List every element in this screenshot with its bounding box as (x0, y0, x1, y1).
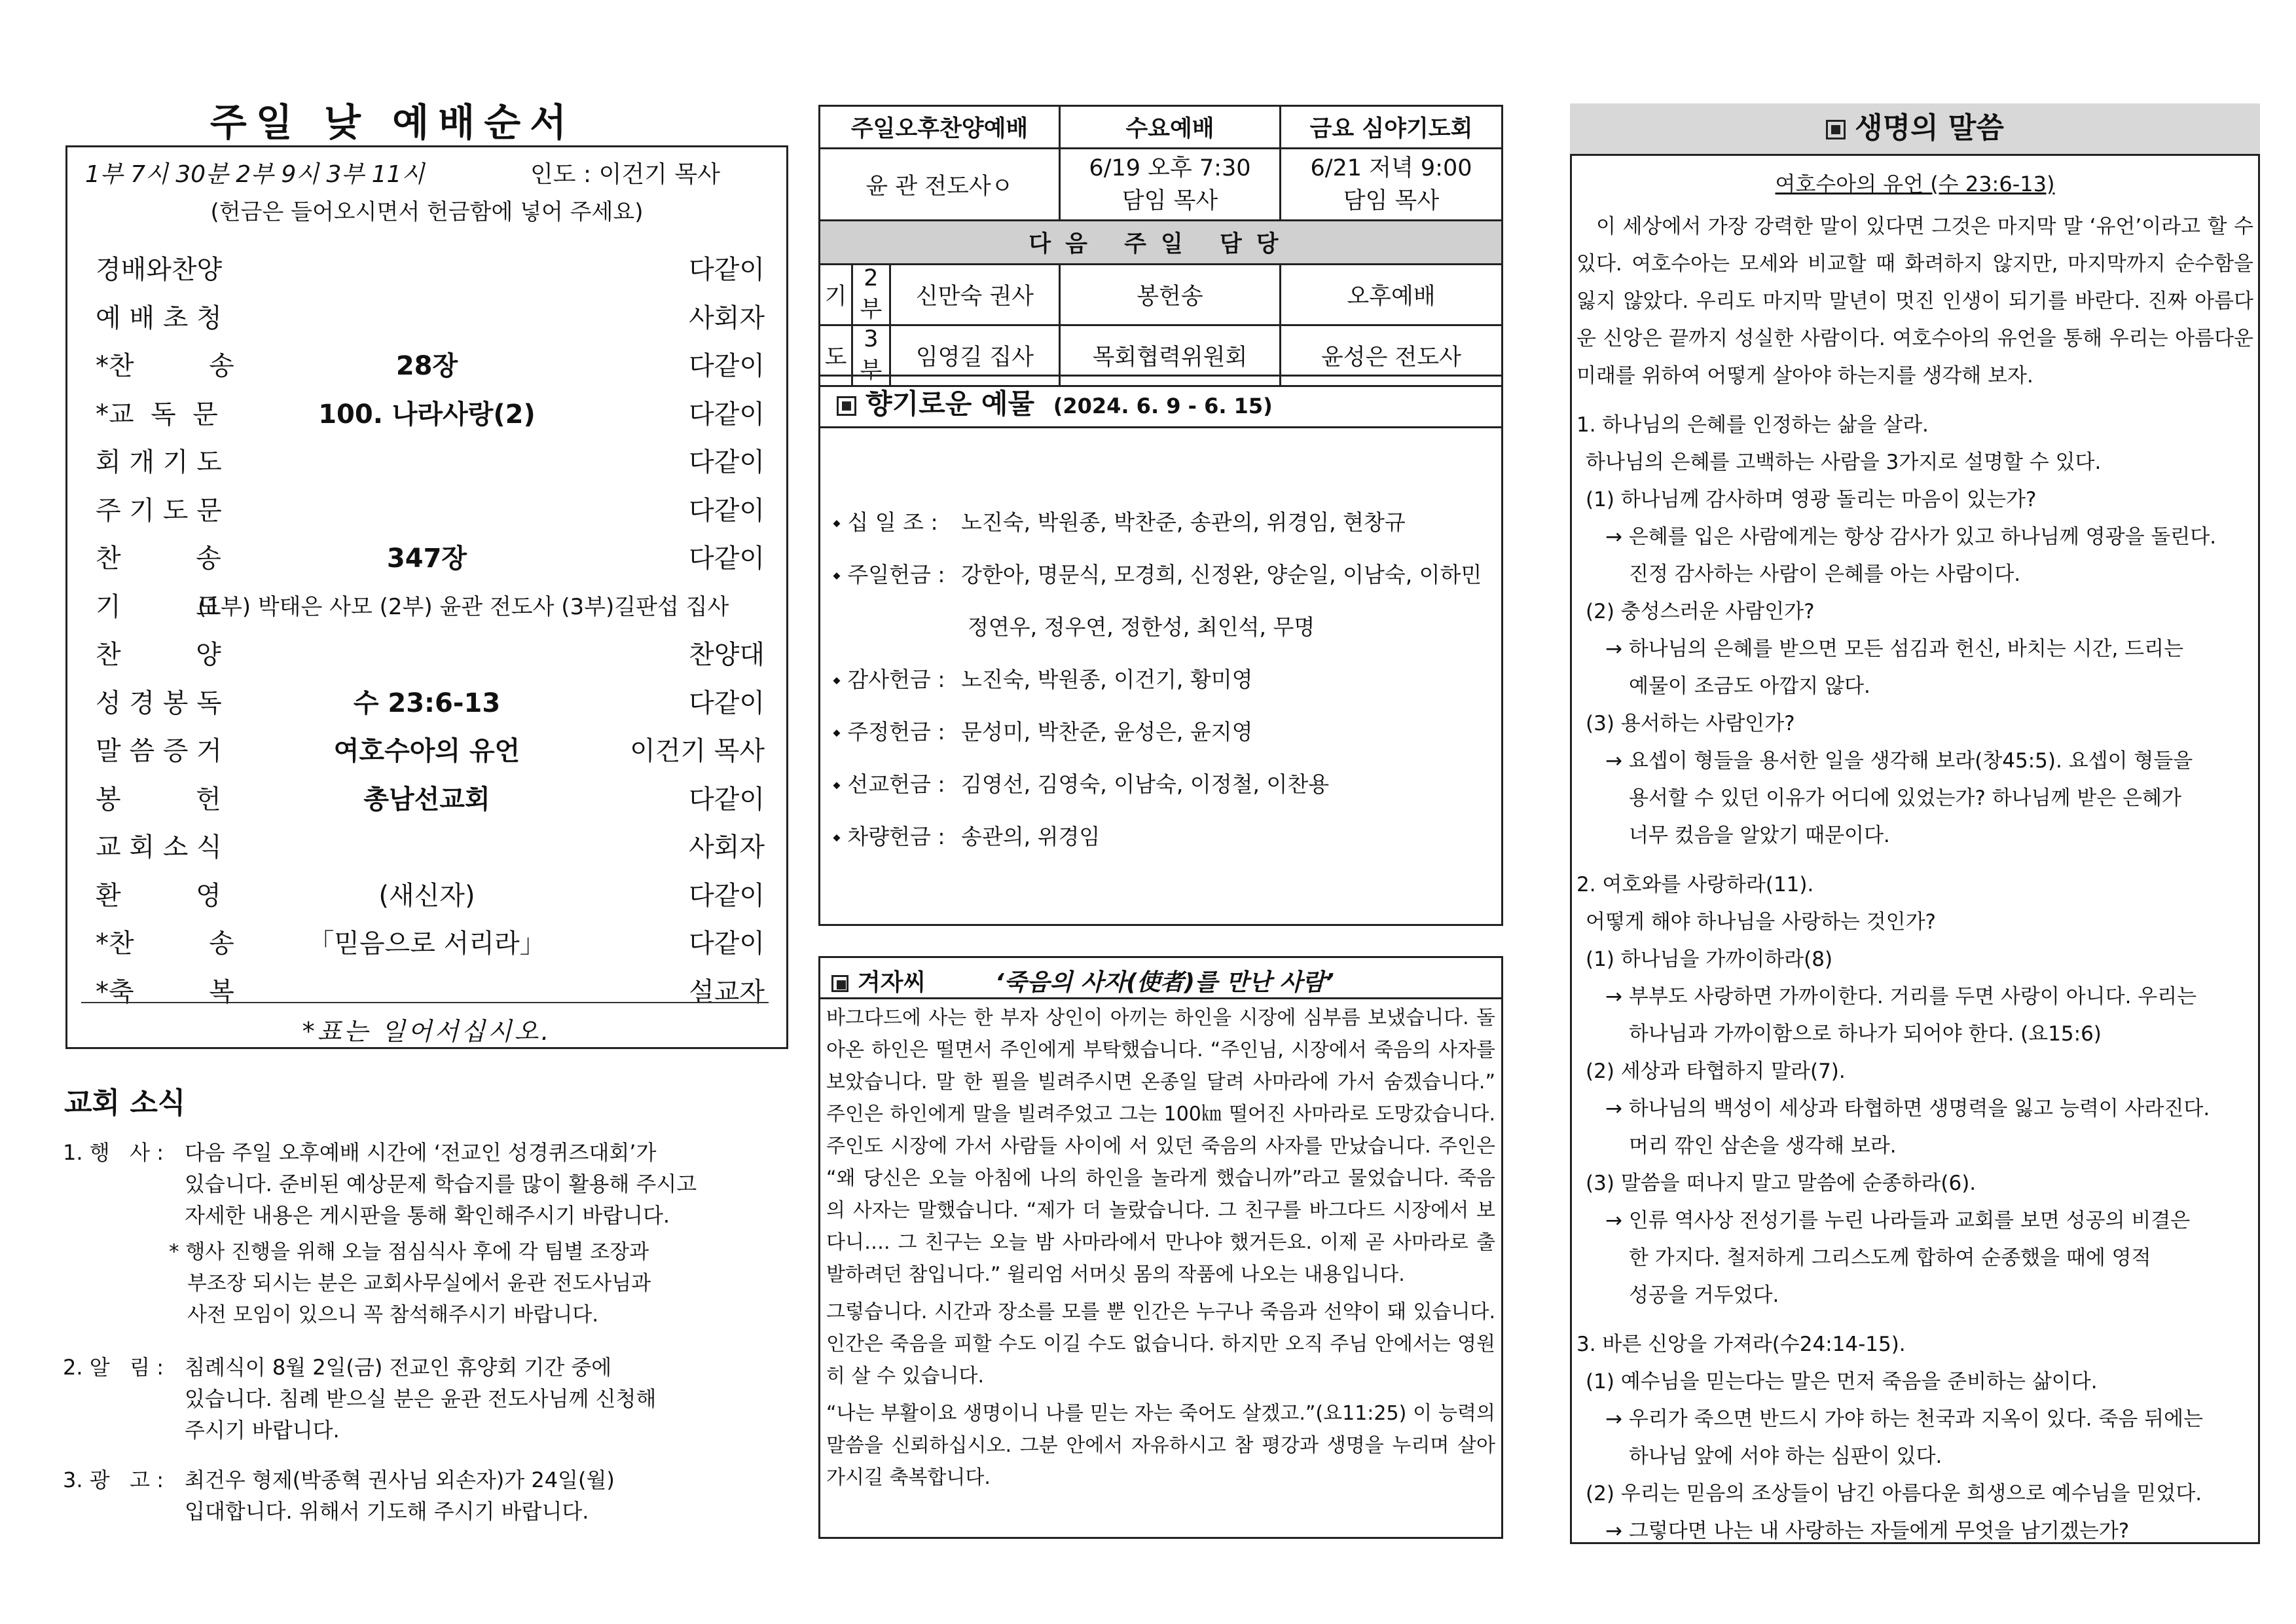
order-item-name: 성 경 봉 독 (96, 688, 222, 718)
order-row (81, 289, 773, 335)
order-row (81, 386, 773, 432)
square-bullet-icon (831, 975, 848, 992)
sermon-line: 머리 깎인 삼손을 생각해 보라. (1629, 1134, 1897, 1158)
prayer-person: 신만숙 권사 (890, 265, 1059, 325)
offering-song-team: 목회협력위원회 (1059, 325, 1280, 386)
story-label-wrap (831, 964, 926, 997)
offering-names: 정연우, 정우연, 정한성, 최인석, 무명 (968, 614, 1315, 640)
order-item-participant: 다같이 (689, 255, 765, 285)
news-line: 입대합니다. 위해서 기도해 주시기 바랍니다. (185, 1499, 589, 1524)
order-item-detail: 수 23:6-13 (353, 688, 501, 718)
service-leader: 인도 : 이건기 목사 (530, 161, 720, 188)
header-friday: 금요 심야기도회 (1280, 106, 1502, 149)
order-item-participant: 다같이 (689, 784, 765, 815)
offering-names: 강한아, 명문식, 모경희, 신정완, 양순일, 이남숙, 이하민 (961, 562, 1482, 587)
prayer-label: 기 (820, 265, 852, 325)
story-paragraph: 그렇습니다. 시간과 장소를 모를 뿐 인간은 누구나 죽음과 선약이 돼 있습니다. 인간은 죽음을 피할 수도 이길 수도 없습니다. 하지만 오직 주님 안에서는 영원히 살 수 있습니다. (826, 1301, 1496, 1388)
order-item-detail: (1부) 박태은 사모 (2부) 윤관 전도사 (3부)길판섭 집사 (198, 593, 729, 620)
church-news-title: 교회 소식 (64, 1086, 186, 1120)
news-line: 침례식이 8월 2일(금) 전교인 휴양회 기간 중에 (185, 1355, 612, 1380)
news-item (63, 1137, 783, 1235)
news-line: 있습니다. 준비된 예상문제 학습지를 많이 활용해 주시고 (185, 1172, 697, 1196)
order-item-name: *교 독 문 (96, 399, 218, 430)
prayer-label: 도 (820, 325, 852, 386)
story-title: ‘죽음의 사자(使者)를 만난 사람’ (995, 969, 1334, 996)
divider (81, 1002, 769, 1003)
sermon-line: (1) 하나님께 감사하며 영광 돌리는 마음이 있는가? (1586, 488, 2037, 511)
news-item (63, 1464, 783, 1536)
order-item-detail: 347장 (386, 544, 467, 574)
sermon-text (1576, 208, 2253, 1550)
order-row (81, 530, 773, 576)
order-row (81, 771, 773, 817)
sermon-line: → 은혜를 입은 사람에게는 항상 감사가 있고 하나님께 영광을 돌린다. (1605, 525, 2217, 549)
sermon-line: → 인류 역사상 전성기를 누린 나라들과 교회를 보면 성공의 비결은 (1605, 1209, 2191, 1232)
offerings-header (818, 375, 1503, 428)
sermon-box-title: 생명의 말씀 (1855, 111, 2004, 145)
sermon-intro: 이 세상에서 가장 강력한 말이 있다면 그것은 마지막 말 ‘유언’이라고 할 수 있다. 여호수아는 모세와 비교할 때 화려하지 않지만, 마지막까지 순수함을 잃지 않았다. 우리도 마지막 말년이 멋진 인생이 되기를 바란다. 진짜 아름다운 신앙은 끝까지 성실한 사람이다. 여호수아의 유언을 통해 우리는 아름다운 미래를 위하여 어떻게 살아야 하는지를 생각해 보자. (1576, 215, 2253, 388)
service-times: 1부 7시 30분 2부 9시 3부 11시 (85, 161, 425, 188)
offerings-period: (2024. 6. 9 - 6. 15) (1053, 394, 1273, 418)
service-label: 2부 (852, 265, 890, 325)
order-item-participant: 다같이 (689, 688, 765, 718)
sermon-header (1570, 103, 2260, 156)
order-item-participant: 다같이 (689, 351, 765, 381)
order-row (81, 674, 773, 720)
order-item-name: 찬 양 (96, 640, 221, 670)
order-row (81, 722, 773, 768)
sermon-line: → 하나님의 백성이 세상과 타협하면 생명력을 잃고 능력이 사라진다. (1605, 1097, 2210, 1120)
service-schedule-table (818, 105, 1503, 387)
offering-row (833, 811, 1494, 863)
news-line: 최건우 형제(박종혁 권사님 외손자)가 24일(월) (185, 1467, 615, 1492)
offering-names: 노진숙, 박원종, 이건기, 황미영 (961, 667, 1253, 692)
sermon-line: (3) 말씀을 떠나지 말고 말씀에 순종하라(6). (1586, 1172, 1977, 1195)
order-item-participant: 다같이 (689, 544, 765, 574)
friday-preacher: 담임 목사 (1343, 187, 1440, 214)
square-bullet-icon (1826, 120, 1846, 139)
offerings-title: 향기로운 예물 (866, 388, 1035, 420)
order-item-name: 예 배 초 청 (96, 303, 222, 333)
offering-type: ⬩ 차량헌금 : (833, 824, 945, 849)
mustard-seed-header (818, 956, 1503, 999)
order-row (81, 915, 773, 961)
sermon-title: 여호수아의 유언 (수 23:6-13) (1775, 172, 2055, 196)
order-item-name: 경배와찬양 (96, 255, 223, 285)
sermon-line: → 부부도 사랑하면 가까이한다. 거리를 두면 사랑이 아니다. 우리는 (1605, 985, 2197, 1008)
news-label: 3. 광 고 : (63, 1467, 164, 1492)
news-label: 1. 행 사 : (63, 1140, 164, 1165)
offering-type: ⬩ 선교헌금 : (833, 771, 945, 797)
sunday-preacher: 윤 관 전도사ㅇ (820, 149, 1060, 221)
news-line: 주시기 바랍니다. (185, 1418, 340, 1443)
news-item (63, 1352, 783, 1450)
order-item-participant: 다같이 (689, 929, 765, 959)
order-item-participant: 다같이 (689, 880, 765, 911)
afternoon-service-label: 오후예배 (1280, 265, 1502, 325)
header-sunday-afternoon: 주일오후찬양예배 (820, 106, 1060, 149)
sermon-line: (2) 충성스러운 사람인가? (1586, 600, 1815, 623)
order-item-name: *찬 송 (96, 351, 234, 381)
offering-type: ⬩ 십 일 조 : (833, 509, 938, 535)
stand-note: *표는 일어서십시오. (302, 1017, 552, 1046)
sermon-line: (2) 우리는 믿음의 조상들이 남긴 아름다운 희생으로 예수님을 믿었다. (1586, 1482, 2202, 1505)
story-label: 겨자씨 (858, 969, 926, 996)
friday-time: 6/21 저녁 9:00 (1310, 155, 1472, 181)
order-item-participant: 다같이 (689, 447, 765, 477)
order-item-name: 말 씀 증 거 (96, 736, 222, 766)
news-line: 있습니다. 침례 받으실 분은 윤관 전도사님께 신청해 (185, 1386, 657, 1411)
sermon-line: 용서할 수 있던 이유가 어디에 있었는가? 하나님께 받은 은혜가 (1629, 786, 2181, 810)
sermon-line: 하나님 앞에 서야 하는 심판이 있다. (1629, 1445, 1942, 1468)
offering-row (833, 549, 1494, 654)
order-item-participant: 이건기 목사 (630, 736, 765, 766)
order-item-participant: 다같이 (689, 399, 765, 430)
order-item-detail: (새신자) (378, 880, 475, 911)
story-paragraph: 바그다드에 사는 한 부자 상인이 아끼는 하인을 시장에 심부름 보냈습니다. 돌아온 하인은 떨면서 주인에게 부탁했습니다. “주인님, 시장에서 죽음의 사자를 보았습니다. 말 한 필을 빌려주시면 온종일 달려 사마라에 가서 숨겠습니다.” 주인은 하인에게 말을 빌려주었고 그는 100㎞ 떨어진 사마라로 도망갔습니다. 주인도 시장에 가서 사람들 사이에 서 있던 죽음의 사자를 만났습니다. 주인은 “왜 당신은 오늘 아침에 나의 하인을 놀라게 했습니까”라고 물었습니다. 죽음의 사자는 말했습니다. “제가 더 놀랐습니다. 그 친구를 바그다드 시장에서 보다니…. 그 친구는 오늘 밤 사마라에서 만나야 했거든요. 이제 곧 사마라로 출발하려던 참입니다.” 윌리엄 서머싯 몸의 작품에 나오는 내용입니다. (826, 1006, 1495, 1286)
offering-type: ⬩ 감사헌금 : (833, 667, 945, 692)
order-item-name: 주 기 도 문 (96, 495, 222, 526)
order-item-name: *축 복 (96, 976, 234, 1007)
news-label: 2. 알 림 : (63, 1355, 164, 1380)
point-heading: 3. 바른 신앙을 가져라(수24:14-15). (1576, 1333, 1906, 1356)
order-item-participant: 사회자 (689, 832, 765, 862)
prayer-person: 임영길 집사 (890, 325, 1059, 386)
order-item-name: *찬 송 (96, 929, 234, 959)
sermon-line: → 그렇다면 나는 내 사랑하는 자들에게 무엇을 남기겠는가? (1605, 1519, 2130, 1543)
order-row (81, 626, 773, 672)
afternoon-preacher: 윤성은 전도사 (1280, 325, 1502, 386)
order-row (81, 867, 773, 913)
order-item-detail: 총남선교회 (363, 784, 490, 815)
order-item-name: 봉 헌 (96, 784, 221, 815)
offering-row (833, 706, 1494, 758)
order-item-name: 회 개 기 도 (96, 447, 222, 477)
order-item-participant: 설교자 (689, 976, 765, 1007)
page-title: 주일 낮 예배순서 (210, 100, 576, 145)
sermon-line: → 우리가 죽으면 반드시 가야 하는 천국과 지옥이 있다. 죽음 뒤에는 (1605, 1407, 2203, 1431)
news-line: 다음 주일 오후예배 시간에 ‘전교인 성경퀴즈대회’가 (185, 1140, 657, 1165)
sermon-line: 하나님과 가까이함으로 하나가 되어야 한다. (요15:6) (1629, 1022, 2102, 1046)
order-row (81, 434, 773, 479)
order-item-name: 환 영 (96, 880, 221, 911)
news-line: 자세한 내용은 게시판을 통해 확인해주시기 바랍니다. (185, 1203, 670, 1228)
wednesday-cell (1059, 149, 1280, 221)
news-sub-note (169, 1236, 797, 1331)
order-item-detail: 「믿음으로 서리라」 (308, 929, 546, 959)
note-line: 부조장 되시는 분은 교회사무실에서 윤관 전도사님과 (187, 1272, 651, 1295)
sermon-line: 예물이 조금도 아깝지 않다. (1629, 674, 1870, 698)
sermon-line: 어떻게 해야 하나님을 사랑하는 것인가? (1586, 910, 1937, 934)
sermon-line: 너무 컸음을 알았기 때문이다. (1629, 824, 1890, 847)
wednesday-time: 6/19 오후 7:30 (1089, 155, 1251, 181)
offering-song-label: 봉헌송 (1059, 265, 1280, 325)
order-row (81, 337, 773, 383)
offering-names: 송관의, 위경임 (961, 824, 1101, 849)
offering-names: 김영선, 김영숙, 이남숙, 이정철, 이찬용 (961, 771, 1330, 797)
offerings-title-wrap (837, 382, 1273, 422)
offering-row (833, 496, 1494, 549)
offering-row (833, 654, 1494, 706)
friday-cell (1280, 149, 1502, 221)
sermon-line: 하나님의 은혜를 고백하는 사람을 3가지로 설명할 수 있다. (1586, 451, 2102, 474)
offering-type: ⬩ 주정헌금 : (833, 719, 945, 745)
story-body (826, 1002, 1495, 1499)
order-item-participant: 다같이 (689, 495, 765, 526)
sermon-line: (1) 예수님을 믿는다는 말은 먼저 죽음을 준비하는 삶이다. (1586, 1370, 2098, 1393)
note-line: * 행사 진행을 위해 오늘 점심식사 후에 각 팀별 조장과 (169, 1240, 649, 1264)
service-label: 3부 (852, 325, 890, 386)
order-item-participant: 찬양대 (689, 640, 765, 670)
square-bullet-icon (837, 396, 856, 416)
sermon-line: 한 가지다. 철저하게 그리스도께 합하여 순종했을 때에 영적 (1629, 1246, 2151, 1270)
sermon-line: (2) 세상과 타협하지 말라(7). (1586, 1060, 1846, 1083)
offering-row (833, 758, 1494, 811)
order-row (81, 482, 773, 528)
sermon-line: → 하나님의 은혜를 받으면 모든 섬김과 헌신, 바치는 시간, 드리는 (1605, 637, 2184, 661)
order-item-name: 찬 송 (96, 544, 221, 574)
order-row (81, 819, 773, 864)
sermon-line: (1) 하나님을 가까이하라(8) (1586, 948, 1833, 971)
order-item-name: 기 도 (96, 591, 221, 622)
sermon-line: (3) 용서하는 사람인가? (1586, 712, 1795, 735)
next-week-heading: 다음 주일 담당 (820, 221, 1503, 265)
story-paragraph: “나는 부활이요 생명이니 나를 믿는 자는 죽어도 살겠고.”(요11:25) 이 능력의 말씀을 신뢰하십시오. 그분 안에서 자유하시고 참 평강과 생명을 누리며 살아가시길 축복합니다. (826, 1402, 1495, 1489)
order-row (81, 578, 773, 624)
offering-names: 문성미, 박찬준, 윤성은, 윤지영 (961, 719, 1253, 745)
order-item-participant: 사회자 (689, 303, 765, 333)
note-line: 사전 모임이 있으니 꼭 참석해주시기 바랍니다. (187, 1303, 599, 1327)
sermon-title-wrap (1570, 168, 2260, 198)
order-item-detail: 28장 (395, 351, 458, 381)
sermon-line: → 요셉이 형들을 용서한 일을 생각해 보라(창45:5). 요셉이 형들을 (1605, 749, 2193, 773)
sermon-line: 성공을 거두었다. (1629, 1283, 1779, 1307)
sermon-line: 진정 감사하는 사람이 은혜를 아는 사람이다. (1629, 563, 2021, 586)
order-item-name: 교 회 소 식 (96, 832, 222, 862)
wednesday-preacher: 담임 목사 (1121, 187, 1218, 214)
order-row (81, 241, 773, 287)
offering-type: ⬩ 주일헌금 : (833, 562, 945, 587)
point-heading: 2. 여호와를 사랑하라(11). (1576, 873, 1814, 896)
order-item-detail: 100. 나라사랑(2) (318, 399, 536, 430)
header-wednesday: 수요예배 (1059, 106, 1280, 149)
point-heading: 1. 하나님의 은혜를 인정하는 삶을 살라. (1576, 413, 1929, 437)
offering-note: (헌금은 들어오시면서 헌금함에 넣어 주세요) (210, 199, 644, 225)
offering-names: 노진숙, 박원종, 박찬준, 송관의, 위경임, 현창규 (961, 509, 1406, 535)
order-item-detail: 여호수아의 유언 (333, 736, 520, 766)
